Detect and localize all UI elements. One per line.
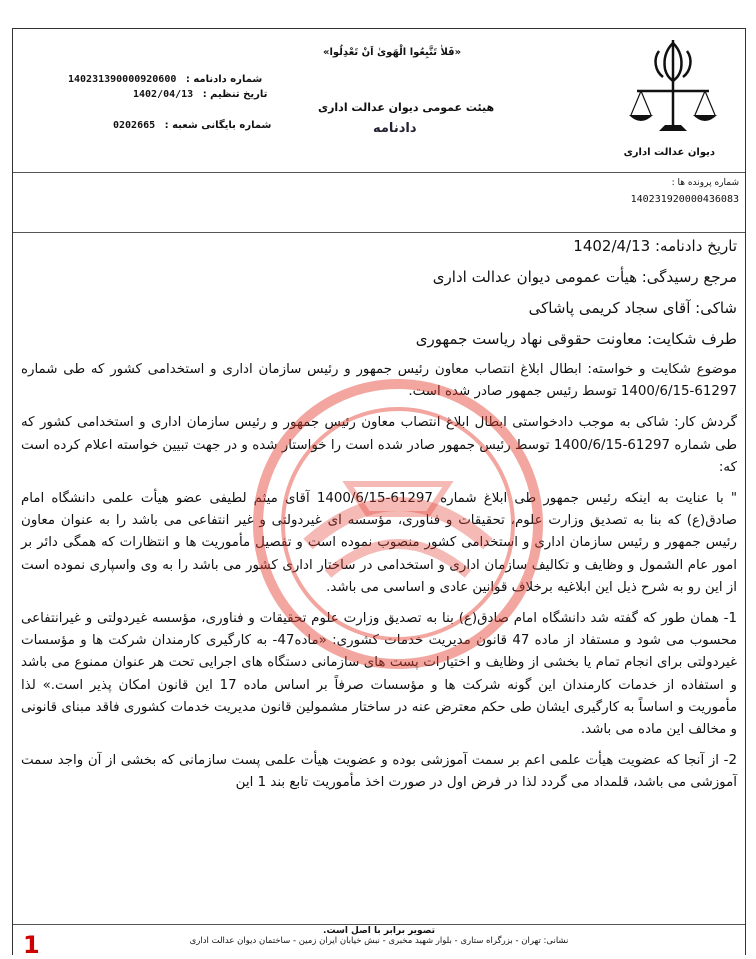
- page-number: 1: [23, 931, 40, 959]
- archive-row: [113, 120, 271, 131]
- file-number: 140231920000436083: [630, 194, 739, 205]
- point-2: 2- از آنجا که عضویت هیأت علمی اعم بر سمت آموزشی بوده و عضویت هیأت علمی پست سازمانی که بخشی از آن واجد سمت آموزشی می باشد، قلمداد می گردد لذا در فرض اول در صورت اخذ مأموریت تابع بند 1 این: [21, 753, 737, 791]
- footer: [13, 924, 745, 959]
- quoted-petition: " با عنایت به اینکه رئیس جمهور طی ابلاغ شماره 61297-1400/6/15 آقای میثم لطیفی عضو هیأت علمی دانشگاه امام صادق(ع) که بنا به تصدیق وزارت علوم، تحقیقات و فناوری، مؤسسه ای غیردولتی و غیر انتفاعی می باشد را به عنوان معاون رئیس جمهور و رئیس سازمان اداری و استخدامی کشور منصوب نموده است و تفصیل مأموریت ها و انتظارات که همگی دائر بر امور عام الشمول و وظایف و تکالیف سازمان اداری و استخدامی در ساختار اداری کشور می باشد را به وی واسپاری نموده است از این رو به شرح ذیل این ابلاغیه برخلاف قوانین عادی و اساسی می باشد.: [21, 491, 738, 595]
- date-row: [133, 89, 267, 100]
- verdict-number-row: [68, 74, 262, 85]
- plaintiff: شاکی: آقای سجاد کریمی پاشاکی: [528, 299, 737, 317]
- verdict-number: 140231390000920600: [68, 74, 177, 85]
- document-title: دادنامه: [373, 121, 417, 136]
- verdict-date: تاریخ دادنامه: 1402/4/13: [573, 237, 737, 255]
- date-value: 1402/04/13: [133, 89, 194, 100]
- proceedings: گردش کار: شاکی به موجب دادخواستی ابطال ابلاغ انتصاب معاون رئیس جمهور و رئیس سازمان اداری و استخدامی کشور که طی شماره 61297-1400/6/15 توسط رئیس جمهور صادر شده است را خواستار شده و در جهت تبیین خواسته اعلام کرده است که:: [21, 415, 737, 475]
- defendant: طرف شکایت: معاونت حقوقی نهاد ریاست جمهوری: [415, 330, 737, 348]
- date-label: تاریخ تنظیم :: [202, 89, 268, 100]
- document-page: [12, 28, 746, 959]
- quran-quote: «فَلاٰ تَتَّبِعُوا الْهَوىٰ اَنْ تَعْدِلُوا»: [323, 47, 462, 58]
- court-address: نشانی: تهران - بزرگراه ستاری - بلوار شهید مخبری - نبش خیابان ایران زمین - ساختمان دیوان عدالت اداری: [189, 936, 569, 946]
- verdict-number-label: شماره دادنامه :: [185, 74, 263, 85]
- letterhead: [13, 29, 745, 173]
- verdict-body: [21, 235, 737, 804]
- point-1: 1- همان طور که گفته شد دانشگاه امام صادق(ع) بنا به تصدیق وزارت علوم تحقیقات و فناوری، مؤسسه غیردولتی و غیرانتفاعی محسوب می شود و مستفاد از ماده 47 قانون مدیریت خدمات کشوری: «ماده47- به کارگیری کارمندان شرکت ها و مؤسسات غیردولتی برای انجام تمام یا بخشی از وظایف و اختیارات پست های سازمانی دستگاه های اجرایی تحت هر عنوان ممنوع می باشد و استفاده از خدمات کارمندان این گونه شرکت ها و مؤسسات صرفاً بر اساس ماده 17 این قانون امکان پذیر است.» لذا مأموریت و اساساً به کارگیری ایشان طی حکم معترض عنه در ساختار مشمولین قانون مدیریت خدمات کشوری فاقد مبنای قانونی و مخالف این ماده می باشد.: [21, 611, 737, 738]
- complaint-subject: موضوع شکایت و خواسته: ابطال ابلاغ انتصاب معاون رئیس جمهور و رئیس سازمان اداری و استخدامی کشور که طی شماره 61297-1400/6/15 توسط رئیس جمهور صادر شده است.: [21, 362, 737, 400]
- archive-number: 0202665: [113, 120, 156, 131]
- certified-copy-note: تصویر برابر با اصل است.: [323, 926, 435, 936]
- archive-label: شماره بایگانی شعبه :: [164, 120, 272, 131]
- court-name: دیوان عدالت اداری: [623, 147, 715, 158]
- file-number-label: شماره پرونده ها :: [671, 178, 739, 188]
- org-name: هیئت عمومی دیوان عدالت اداری: [318, 101, 495, 114]
- reference-authority: مرجع رسیدگی: هیأت عمومی دیوان عدالت اداری: [432, 268, 737, 286]
- iran-emblem-icon: [623, 35, 723, 140]
- file-number-bar: [13, 172, 745, 233]
